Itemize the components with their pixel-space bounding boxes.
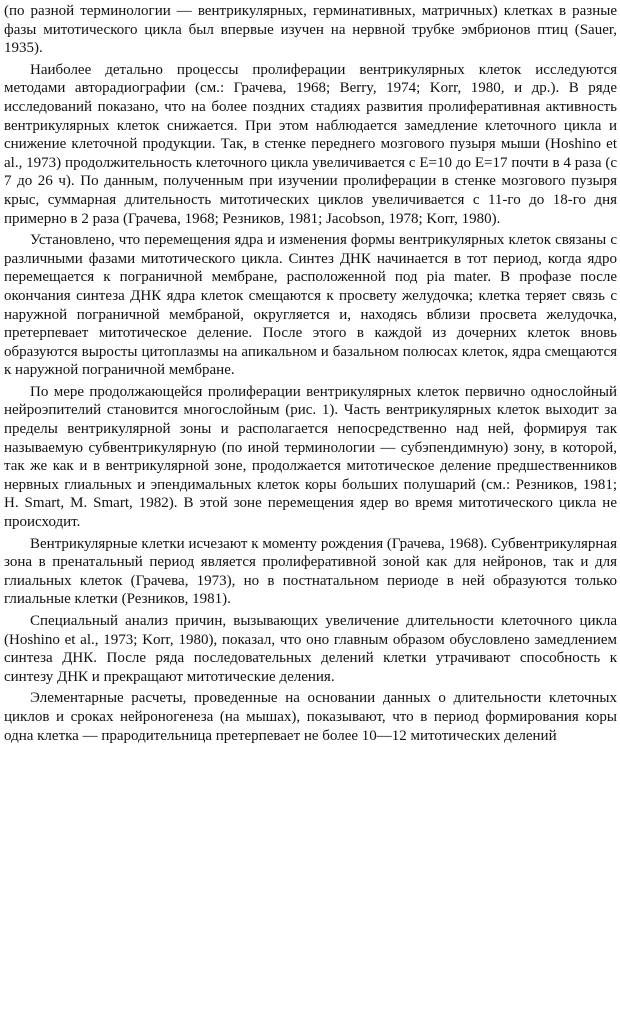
paragraph-autoradiography: Наиболее детально процессы пролиферации вентрикулярных клеток исследуются методами авторадиографии (см.: Грачева, 1968; Berry, 1974; Korr, 1980, и др.). В ряде исследований показано, что на более поздних стадиях развития пролиферативная активность вентрикулярных клеток снижается. При этом наблюдается замедление клеточного цикла и снижение клеточной продукции. Так, в стенке переднего мозгового пузыря мыши (Hoshino et al., 1973) продолжительность клеточного цикла увеличивается с E=10 до E=17 почти в 4 раза (с 7 до 26 ч). По данным, полученным при изучении пролиферации в стенке мозгового пузыря крыс, суммарная длительность митотических циклов увеличивается с 11-го до 18-го дня примерно в 2 раза (Грачева, 1968; Резников, 1981; Jacobson, 1978; Korr, 1980). <box>4 61 617 227</box>
paragraph-ventricular-cells-disappear: Вентрикулярные клетки исчезают к моменту рождения (Грачева, 1968). Субвентрикулярная зона в пренатальный период является пролиферативной зоной как для нейронов, так и для глиальных клеток (Грачева, 1973), но в постнатальном периоде в ней образуются только глиальные клетки (Резников, 1981). <box>4 535 617 608</box>
paragraph-continuation: (по разной терминологии — вентрикулярных, герминативных, матричных) клетках в разные фазы митотического цикла был впервые изучен на нервной трубке эмбрионов птиц (Sauer, 1935). <box>4 3 617 57</box>
paragraph-cell-cycle-analysis: Специальный анализ причин, вызывающих увеличение длительности клеточного цикла (Hoshino et al., 1973; Korr, 1980), показал, что оно главным образом обусловлено замедлением синтеза ДНК. После ряда последовательных делений клетки утрачивают способность к синтезу ДНК и прекращают митотические деления. <box>4 613 617 685</box>
paragraph-subventricular-zone: По мере продолжающейся пролиферации вентрикулярных клеток первично однослойный нейроэпителий становится многослойным (рис. 1). Часть вентрикулярных клеток выходит за пределы вентрикулярной зоны и располагается непосредственно над ней, формируя так называемую субвентрикулярную (по иной терминологии — субэпендимную) зону, в которой, так же как и в вентрикулярной зоне, продолжается митотическое деление предшественников нервных глиальных и эпендимальных клеток коры больших полушарий (см.: Резников, 1981; H. Smart, M. Smart, 1982). В этой зоне перемещения ядер во время митотического цикла не происходит. <box>4 383 617 531</box>
paragraph-elementary-calculations: Элементарные расчеты, проведенные на основании данных о длительности клеточных циклов и сроках нейроногенеза (на мышах), показывают, что в период формирования коры одна клетка — прародительница претерпевает не более 10—12 митотических делений <box>4 690 617 744</box>
paragraph-nucleus-movement: Установлено, что перемещения ядра и изменения формы вентрикулярных клеток связаны с различными фазами митотического цикла. Синтез ДНК начинается в тот период, когда ядро перемещается к пограничной мембране, расположенной под pia mater. В профазе после окончания синтеза ДНК ядра клеток смещаются к просвету желудочка; клетка теряет связь с наружной пограничной мембраной, округляется и, находясь вблизи просвета желудочка, претерпевает митотическое деление. После этого в каждой из дочерних клеток вновь образуются выросты цитоплазмы на апикальном и базальном полюсах клеток, ядра смещаются к наружной пограничной мембране. <box>4 232 617 379</box>
